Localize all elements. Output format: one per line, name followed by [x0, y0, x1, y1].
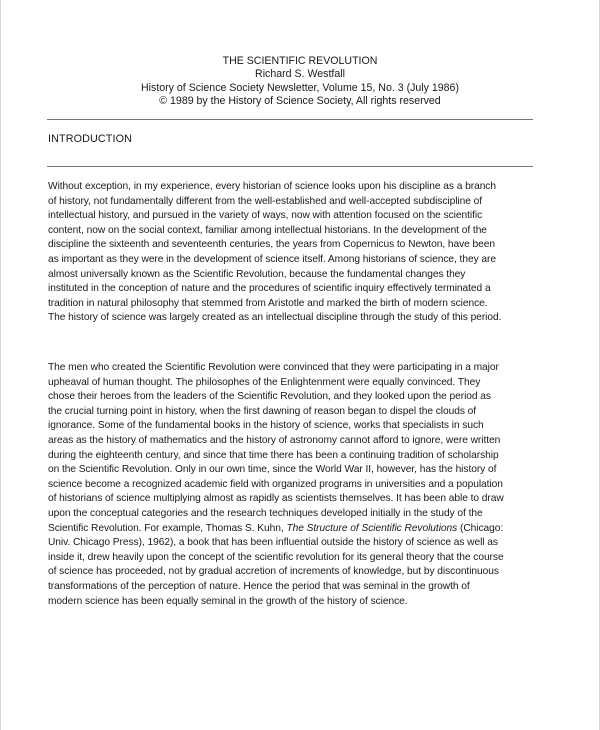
paragraph-line: of science has proceeded, not by gradual accretion of increments of knowledge, but by discontinuous [48, 566, 499, 578]
paragraph-line: upon the conceptual categories and the research techniques developed initially in the study of the [48, 507, 483, 519]
paragraph-line: instituted in the conception of nature and the procedures of scientific inquiry effectively terminated a [48, 283, 491, 295]
paragraph-line: almost universally known as the Scientific Revolution, because the fundamental changes they [48, 268, 466, 280]
citation-tail: (Chicago: [457, 522, 504, 534]
paragraph-scientific-revolution [48, 361, 528, 609]
paragraph-line: The history of science was largely created as an intellectual discipline through the study of this period. [48, 312, 502, 324]
paragraph-line: content, now on the social context, familiar among intellectual historians. In the development of the [48, 224, 487, 236]
document-copyright: © 1989 by the History of Science Society, All rights reserved [159, 95, 441, 108]
paragraph-line: science become a recognized academic field with organized programs in universities and a population [48, 478, 503, 490]
document-source: History of Science Society Newsletter, Volume 15, No. 3 (July 1986) [141, 81, 459, 94]
paragraph-line: The men who created the Scientific Revolution were convinced that they were participating in a major [48, 362, 499, 373]
paragraph-line: of historians of science multiplying almost as rapidly as scientists themselves. It has been able to draw [48, 493, 504, 505]
paragraph-line: discipline the sixteenth and seventeenth centuries, the years from Copernicus to Newton, have been [48, 239, 496, 251]
paragraph-line: of history, not fundamentally different from the well-established and well-accepted subdiscipline of [48, 195, 483, 207]
paragraph-line: areas as the history of mathematics and the history of astronomy cannot afford to ignore, were written [48, 434, 501, 446]
citation-lead: Scientific Revolution. For example, Thomas S. Kuhn, [48, 522, 287, 534]
paragraph-line: upheaval of human thought. The philosophes of the Enlightenment were equally convinced. They [48, 376, 481, 388]
paragraph-line-with-citation [48, 522, 528, 537]
paragraph-line: transformations of the perception of nature. Hence the period that was seminal in the growth of [48, 580, 470, 592]
paragraph-line: Univ. Chicago Press), 1962), a book that has been influential outside the history of science as well as [48, 537, 498, 549]
paragraph-line: intellectual history, and pursued in the variety of ways, now with attention focused on the scientific [48, 210, 483, 222]
section-divider [47, 166, 533, 167]
top-divider [47, 119, 533, 120]
section-heading: INTRODUCTION [48, 133, 132, 145]
document-title: THE SCIENTIFIC REVOLUTION [222, 55, 378, 67]
book-title: The Structure of Scientific Revolutions [286, 522, 458, 534]
paragraph-line: ignorance. Some of the fundamental books in the history of science, works that specialists in such [48, 420, 484, 432]
paragraph-line: as important as they were in the development of science itself. Among historians of science, they are [48, 253, 496, 265]
paragraph-line: on the Scientific Revolution. Only in our own time, since the World War II, however, has the history of [48, 464, 497, 476]
paragraph-line: tradition in natural philosophy that stemmed from Aristotle and marked the birth of modern science. [48, 297, 488, 309]
paragraph-line: during the eighteenth century, and since that time there has been a continuing tradition of scholarship [48, 449, 499, 461]
document-header [1, 55, 599, 109]
paragraph-introduction [48, 180, 528, 326]
paragraph-line: chose their heroes from the leaders of the Scientific Revolution, and they looked upon the period as [48, 391, 491, 403]
paragraph-line: modern science has been equally seminal in the growth of the history of science. [48, 595, 408, 607]
document-author: Richard S. Westfall [255, 68, 345, 81]
paragraph-line: Without exception, in my experience, every historian of science looks upon his discipline as a branch [48, 181, 496, 192]
paragraph-line: the crucial turning point in history, when the first dawning of reason began to dispel the clouds of [48, 405, 477, 417]
paragraph-line: inside it, drew heavily upon the concept of the scientific revolution for its general theory that the course [48, 551, 504, 563]
